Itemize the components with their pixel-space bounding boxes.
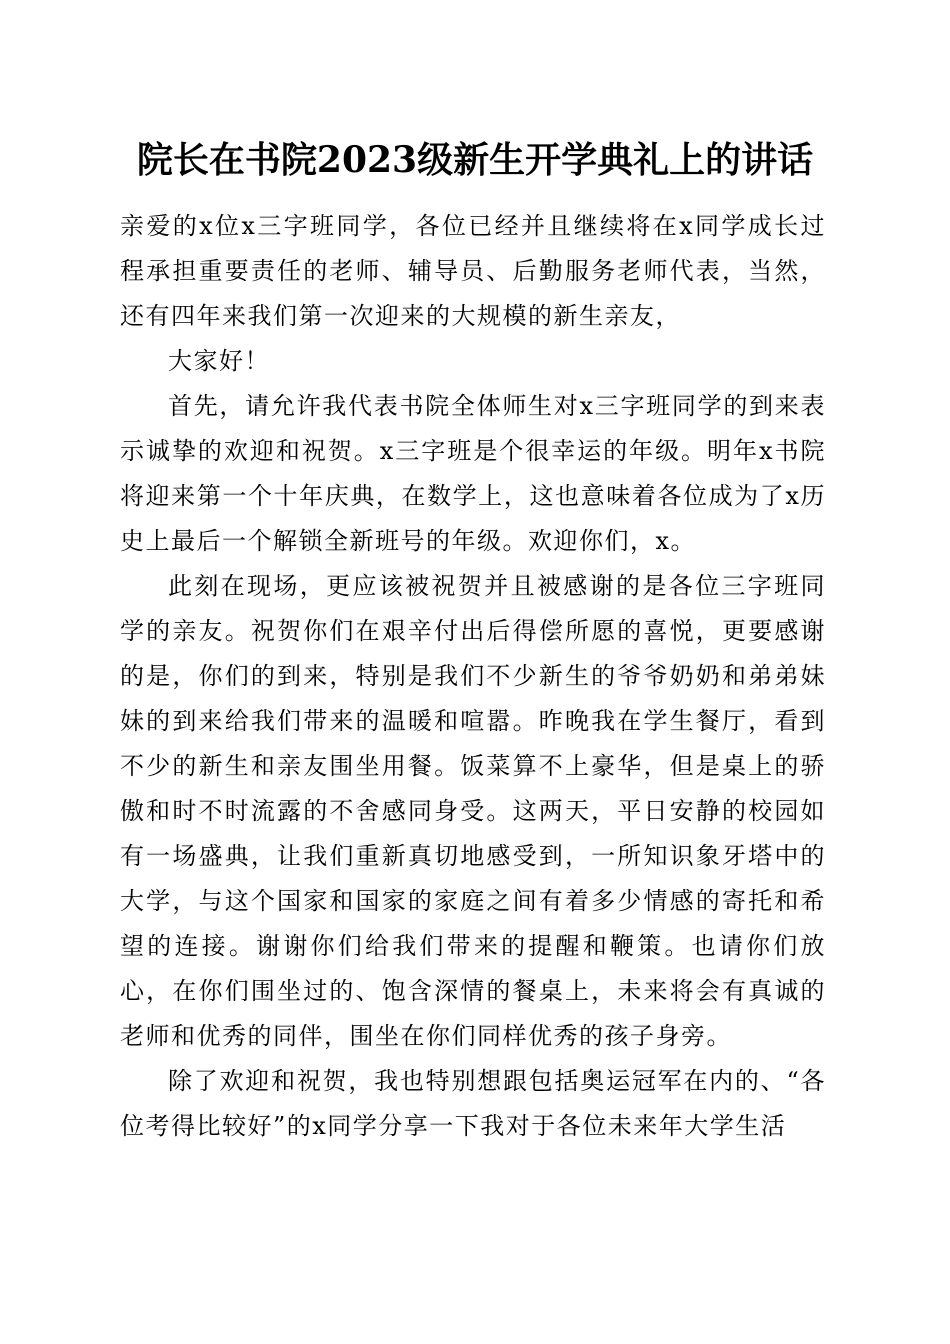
paragraph-families: 此刻在现场，更应该被祝贺并且被感谢的是各位三字班同学的亲友。祝贺你们在艰辛付出后得偿所愿的喜悦，更要感谢的是，你们的到来，特别是我们不少新生的爷爷奶奶和弟弟妹妹的到来给我们带来的温暖和喧嚣。昨晚我在学生餐厅，看到不少的新生和亲友围坐用餐。饭菜算不上豪华，但是桌上的骄傲和时不时流露的不舍感同身受。这两天，平日安静的校园如有一场盛典，让我们重新真切地感受到，一所知识象牙塔中的大学，与这个国家和国家的家庭之间有着多少情感的寄托和希望的连接。谢谢你们给我们带来的提醒和鞭策。也请你们放心，在你们围坐过的、饱含深情的餐桌上，未来将会有真诚的老师和优秀的同伴，围坐在你们同样优秀的孩子身旁。 xyxy=(120,572,826,1050)
document-title: 院长在书院2023级新生开学典礼上的讲话 xyxy=(136,139,814,181)
paragraph-salutation: 亲爱的x位x三字班同学，各位已经并且继续将在x同学成长过程承担重要责任的老师、辅导员、后勤服务老师代表，当然，还有四年来我们第一次迎来的大规模的新生亲友， xyxy=(120,212,826,330)
paragraph-sharing: 除了欢迎和祝贺，我也特别想跟包括奥运冠军在内的、“各位考得比较好”的x同学分享一下我对于各位未来年大学生活 xyxy=(120,1067,826,1140)
paragraph-welcome: 首先，请允许我代表书院全体师生对x三字班同学的到来表示诚挚的欢迎和祝贺。x三字班是个很幸运的年级。明年x书院将迎来第一个十年庆典，在数学上，这也意味着各位成为了x历史上最后一个解锁全新班号的年级。欢迎你们，x。 xyxy=(120,392,826,555)
paragraph-greeting: 大家好！ xyxy=(168,347,270,375)
document-body xyxy=(120,204,826,1149)
